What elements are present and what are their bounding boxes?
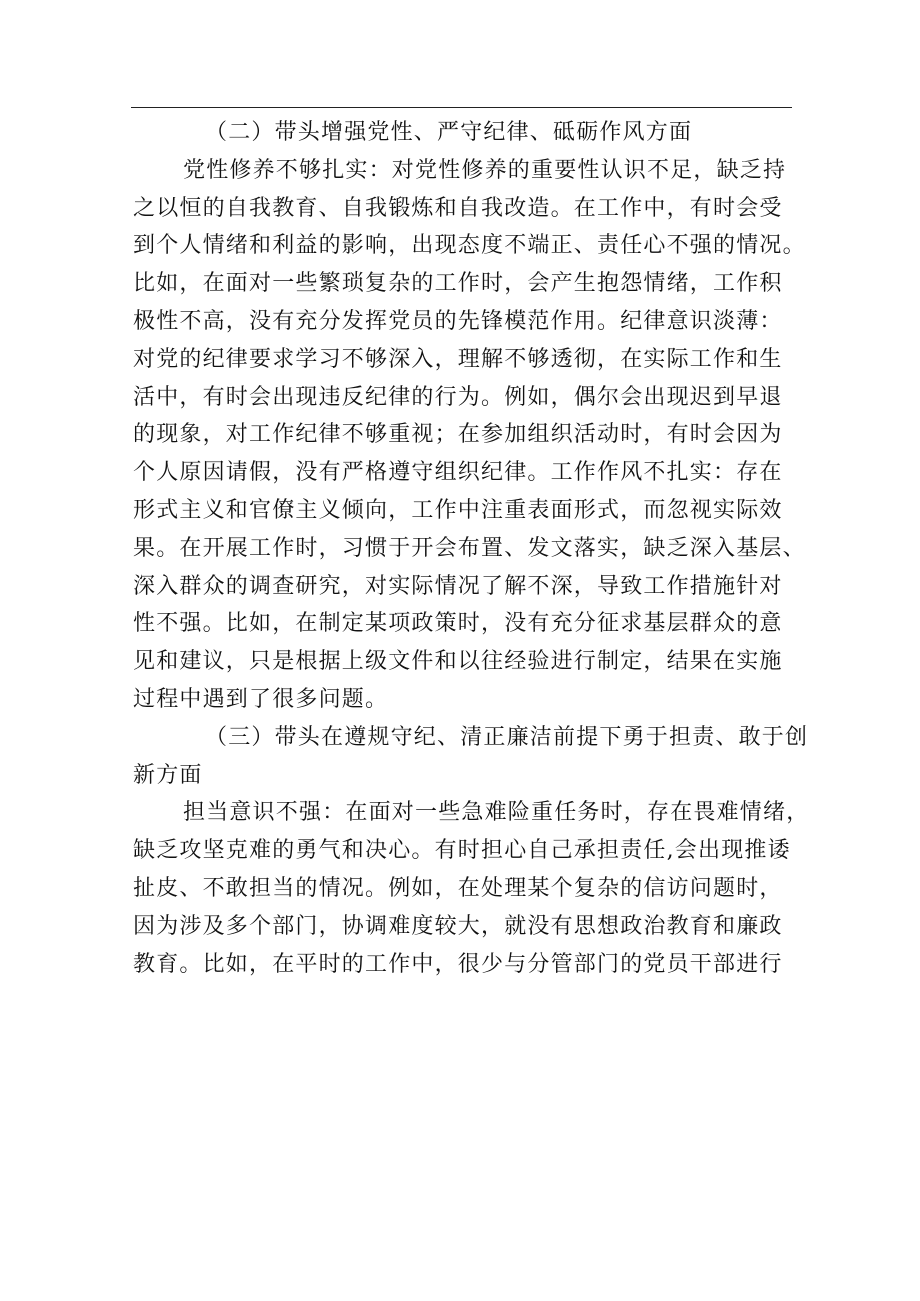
- paragraph-line: 果。在开展工作时，习惯于开会布置、发文落实，缺乏深入基层、: [133, 535, 806, 561]
- paragraph-line: 极性不高，没有充分发挥党员的先锋模范作用。纪律意识淡薄：: [133, 308, 783, 334]
- paragraph-line: 教育。比如，在平时的工作中，很少与分管部门的党员干部进行: [133, 951, 783, 977]
- paragraph-line: 深入群众的调查研究，对实际情况了解不深，导致工作措施针对: [133, 573, 783, 599]
- paragraph-line: 缺乏攻坚克难的勇气和决心。有时担心自己承担责任,会出现推诿: [133, 838, 791, 864]
- section-heading-two: （二）带头增强党性、严守纪律、砥砺作风方面: [205, 120, 693, 145]
- section-heading-three-continued: 新方面: [133, 762, 203, 788]
- paragraph-line: 性不强。比如，在制定某项政策时，没有充分征求基层群众的意: [133, 611, 783, 637]
- paragraph-line: 党性修养不够扎实：对党性修养的重要性认识不足，缺乏持: [183, 157, 787, 183]
- paragraph-line: 的现象，对工作纪律不够重视；在参加组织活动时，有时会因为: [133, 422, 783, 448]
- section-heading-three: （三）带头在遵规守纪、清正廉洁前提下勇于担责、敢于创: [205, 724, 809, 750]
- header-rule: [131, 107, 792, 108]
- paragraph-line: 个人原因请假，没有严格遵守组织纪律。工作作风不扎实：存在: [133, 460, 783, 486]
- paragraph-line: 扯皮、不敢担当的情况。例如，在处理某个复杂的信访问题时，: [133, 875, 783, 901]
- paragraph-line: 见和建议，只是根据上级文件和以往经验进行制定，结果在实施: [133, 649, 783, 675]
- document-body: [133, 114, 810, 983]
- paragraph-line: 对党的纪律要求学习不够深入，理解不够透彻，在实际工作和生: [133, 346, 783, 372]
- paragraph-line: 比如，在面对一些繁琐复杂的工作时，会产生抱怨情绪，工作积: [133, 271, 783, 297]
- paragraph-line: 形式主义和官僚主义倾向，工作中注重表面形式，而忽视实际效: [133, 497, 783, 523]
- paragraph-line: 担当意识不强：在面对一些急难险重任务时，存在畏难情绪，: [183, 800, 810, 826]
- paragraph-line: 过程中遇到了很多问题。: [133, 686, 389, 712]
- paragraph-line: 因为涉及多个部门，协调难度较大，就没有思想政治教育和廉政: [133, 913, 783, 939]
- paragraph-line: 之以恒的自我教育、自我锻炼和自我改造。在工作中，有时会受: [133, 195, 783, 221]
- paragraph-line: 到个人情绪和利益的影响，出现态度不端正、责任心不强的情况。: [133, 233, 806, 259]
- paragraph-line: 活中，有时会出现违反纪律的行为。例如，偶尔会出现迟到早退: [133, 384, 783, 410]
